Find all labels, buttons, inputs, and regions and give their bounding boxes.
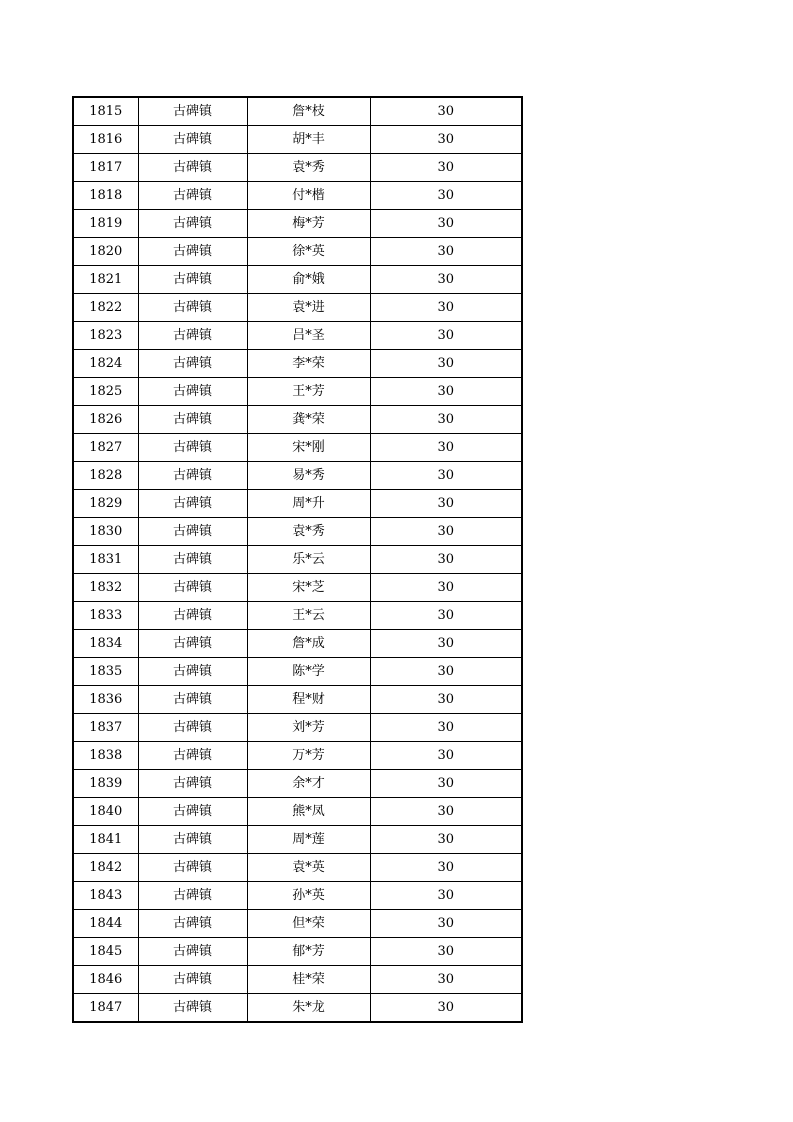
name-cell: 桂*荣	[247, 966, 370, 994]
town-cell: 古碑镇	[138, 406, 247, 434]
table-row	[73, 938, 522, 966]
row-number-cell: 1816	[73, 126, 138, 154]
row-number-cell: 1817	[73, 154, 138, 182]
row-number-cell: 1837	[73, 714, 138, 742]
table-body	[73, 97, 522, 1022]
table-row	[73, 462, 522, 490]
name-cell: 孙*英	[247, 882, 370, 910]
amount-cell: 30	[370, 994, 522, 1023]
amount-cell: 30	[370, 966, 522, 994]
table-row	[73, 994, 522, 1023]
town-cell: 古碑镇	[138, 434, 247, 462]
amount-cell: 30	[370, 434, 522, 462]
amount-cell: 30	[370, 462, 522, 490]
row-number-cell: 1830	[73, 518, 138, 546]
table-row	[73, 434, 522, 462]
town-cell: 古碑镇	[138, 686, 247, 714]
table-row	[73, 826, 522, 854]
town-cell: 古碑镇	[138, 378, 247, 406]
amount-cell: 30	[370, 210, 522, 238]
row-number-cell: 1827	[73, 434, 138, 462]
table-row	[73, 322, 522, 350]
amount-cell: 30	[370, 238, 522, 266]
name-cell: 万*芳	[247, 742, 370, 770]
name-cell: 袁*英	[247, 854, 370, 882]
town-cell: 古碑镇	[138, 742, 247, 770]
town-cell: 古碑镇	[138, 854, 247, 882]
town-cell: 古碑镇	[138, 518, 247, 546]
name-cell: 但*荣	[247, 910, 370, 938]
row-number-cell: 1839	[73, 770, 138, 798]
table-row	[73, 210, 522, 238]
table-row	[73, 854, 522, 882]
amount-cell: 30	[370, 630, 522, 658]
name-cell: 程*财	[247, 686, 370, 714]
table-row	[73, 658, 522, 686]
table-row	[73, 490, 522, 518]
town-cell: 古碑镇	[138, 490, 247, 518]
row-number-cell: 1822	[73, 294, 138, 322]
table-row	[73, 798, 522, 826]
row-number-cell: 1843	[73, 882, 138, 910]
name-cell: 俞*娥	[247, 266, 370, 294]
row-number-cell: 1835	[73, 658, 138, 686]
amount-cell: 30	[370, 770, 522, 798]
amount-cell: 30	[370, 854, 522, 882]
town-cell: 古碑镇	[138, 182, 247, 210]
row-number-cell: 1829	[73, 490, 138, 518]
table-row	[73, 770, 522, 798]
table-row	[73, 882, 522, 910]
town-cell: 古碑镇	[138, 938, 247, 966]
name-cell: 梅*芳	[247, 210, 370, 238]
amount-cell: 30	[370, 294, 522, 322]
row-number-cell: 1826	[73, 406, 138, 434]
town-cell: 古碑镇	[138, 630, 247, 658]
row-number-cell: 1845	[73, 938, 138, 966]
amount-cell: 30	[370, 742, 522, 770]
row-number-cell: 1818	[73, 182, 138, 210]
amount-cell: 30	[370, 350, 522, 378]
amount-cell: 30	[370, 490, 522, 518]
row-number-cell: 1823	[73, 322, 138, 350]
table-row	[73, 546, 522, 574]
amount-cell: 30	[370, 938, 522, 966]
table-row	[73, 406, 522, 434]
row-number-cell: 1846	[73, 966, 138, 994]
row-number-cell: 1841	[73, 826, 138, 854]
row-number-cell: 1832	[73, 574, 138, 602]
row-number-cell: 1828	[73, 462, 138, 490]
amount-cell: 30	[370, 714, 522, 742]
table-row	[73, 378, 522, 406]
row-number-cell: 1844	[73, 910, 138, 938]
name-cell: 付*楷	[247, 182, 370, 210]
town-cell: 古碑镇	[138, 910, 247, 938]
row-number-cell: 1834	[73, 630, 138, 658]
town-cell: 古碑镇	[138, 602, 247, 630]
town-cell: 古碑镇	[138, 658, 247, 686]
town-cell: 古碑镇	[138, 154, 247, 182]
town-cell: 古碑镇	[138, 574, 247, 602]
town-cell: 古碑镇	[138, 770, 247, 798]
row-number-cell: 1815	[73, 97, 138, 126]
name-cell: 徐*英	[247, 238, 370, 266]
amount-cell: 30	[370, 602, 522, 630]
row-number-cell: 1821	[73, 266, 138, 294]
town-cell: 古碑镇	[138, 462, 247, 490]
amount-cell: 30	[370, 658, 522, 686]
name-cell: 宋*芝	[247, 574, 370, 602]
row-number-cell: 1838	[73, 742, 138, 770]
name-cell: 乐*云	[247, 546, 370, 574]
town-cell: 古碑镇	[138, 798, 247, 826]
subsidy-table	[72, 96, 523, 1023]
table-row	[73, 630, 522, 658]
amount-cell: 30	[370, 126, 522, 154]
table-row	[73, 910, 522, 938]
amount-cell: 30	[370, 910, 522, 938]
amount-cell: 30	[370, 154, 522, 182]
row-number-cell: 1847	[73, 994, 138, 1023]
town-cell: 古碑镇	[138, 714, 247, 742]
table-row	[73, 97, 522, 126]
name-cell: 王*云	[247, 602, 370, 630]
name-cell: 袁*秀	[247, 518, 370, 546]
town-cell: 古碑镇	[138, 322, 247, 350]
town-cell: 古碑镇	[138, 882, 247, 910]
amount-cell: 30	[370, 266, 522, 294]
name-cell: 王*芳	[247, 378, 370, 406]
name-cell: 周*莲	[247, 826, 370, 854]
table-row	[73, 154, 522, 182]
row-number-cell: 1833	[73, 602, 138, 630]
name-cell: 詹*枝	[247, 97, 370, 126]
amount-cell: 30	[370, 378, 522, 406]
amount-cell: 30	[370, 322, 522, 350]
table-row	[73, 182, 522, 210]
town-cell: 古碑镇	[138, 826, 247, 854]
name-cell: 龚*荣	[247, 406, 370, 434]
table-row	[73, 574, 522, 602]
name-cell: 余*才	[247, 770, 370, 798]
town-cell: 古碑镇	[138, 350, 247, 378]
row-number-cell: 1836	[73, 686, 138, 714]
amount-cell: 30	[370, 406, 522, 434]
name-cell: 朱*龙	[247, 994, 370, 1023]
amount-cell: 30	[370, 686, 522, 714]
table-row	[73, 238, 522, 266]
amount-cell: 30	[370, 518, 522, 546]
town-cell: 古碑镇	[138, 97, 247, 126]
name-cell: 宋*刚	[247, 434, 370, 462]
name-cell: 易*秀	[247, 462, 370, 490]
amount-cell: 30	[370, 882, 522, 910]
name-cell: 郁*芳	[247, 938, 370, 966]
amount-cell: 30	[370, 182, 522, 210]
table-row	[73, 266, 522, 294]
town-cell: 古碑镇	[138, 546, 247, 574]
amount-cell: 30	[370, 798, 522, 826]
name-cell: 詹*成	[247, 630, 370, 658]
row-number-cell: 1824	[73, 350, 138, 378]
table-row	[73, 518, 522, 546]
row-number-cell: 1842	[73, 854, 138, 882]
town-cell: 古碑镇	[138, 294, 247, 322]
table-row	[73, 742, 522, 770]
table-row	[73, 602, 522, 630]
name-cell: 胡*丰	[247, 126, 370, 154]
name-cell: 周*升	[247, 490, 370, 518]
town-cell: 古碑镇	[138, 966, 247, 994]
town-cell: 古碑镇	[138, 266, 247, 294]
name-cell: 刘*芳	[247, 714, 370, 742]
table-row	[73, 714, 522, 742]
town-cell: 古碑镇	[138, 238, 247, 266]
name-cell: 吕*圣	[247, 322, 370, 350]
town-cell: 古碑镇	[138, 994, 247, 1023]
name-cell: 李*荣	[247, 350, 370, 378]
town-cell: 古碑镇	[138, 210, 247, 238]
row-number-cell: 1840	[73, 798, 138, 826]
row-number-cell: 1831	[73, 546, 138, 574]
amount-cell: 30	[370, 826, 522, 854]
row-number-cell: 1825	[73, 378, 138, 406]
row-number-cell: 1820	[73, 238, 138, 266]
name-cell: 袁*进	[247, 294, 370, 322]
amount-cell: 30	[370, 546, 522, 574]
table-row	[73, 294, 522, 322]
town-cell: 古碑镇	[138, 126, 247, 154]
table-row	[73, 126, 522, 154]
row-number-cell: 1819	[73, 210, 138, 238]
name-cell: 陈*学	[247, 658, 370, 686]
name-cell: 袁*秀	[247, 154, 370, 182]
amount-cell: 30	[370, 574, 522, 602]
table-row	[73, 350, 522, 378]
amount-cell: 30	[370, 97, 522, 126]
table-row	[73, 686, 522, 714]
name-cell: 熊*凤	[247, 798, 370, 826]
table-row	[73, 966, 522, 994]
